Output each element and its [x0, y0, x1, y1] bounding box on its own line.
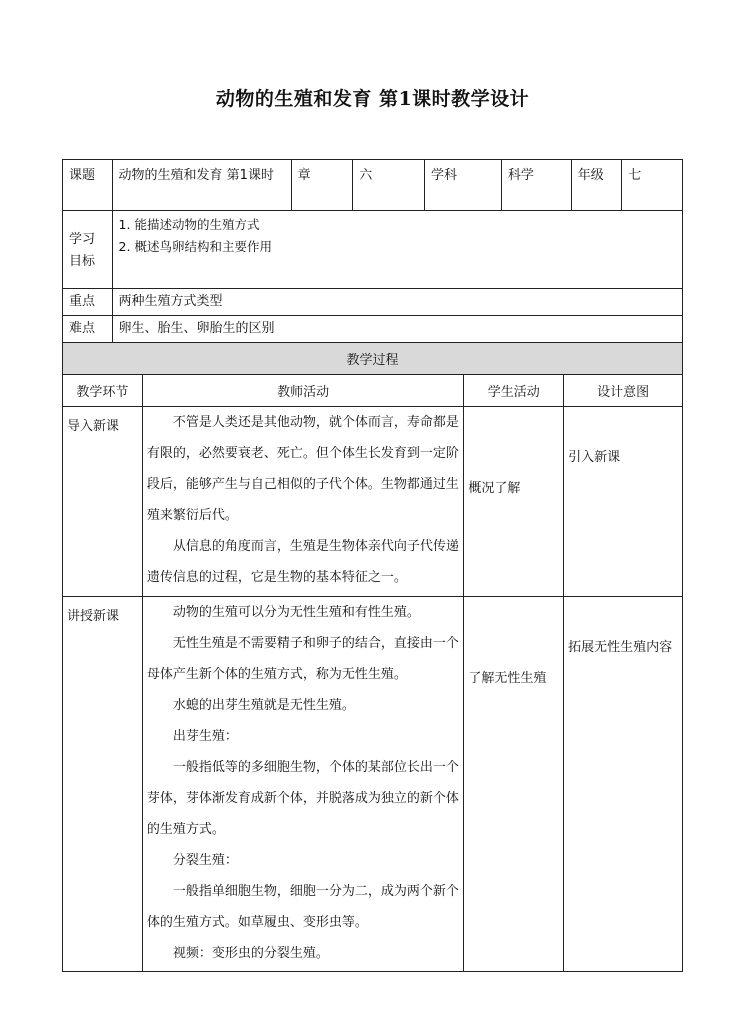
teaching-process-table [62, 342, 683, 972]
key-value: 两种生殖方式类型 [112, 289, 682, 316]
difficulty-value: 卵生、胎生、卵胎生的区别 [112, 316, 682, 343]
topic-label: 课题 [63, 160, 113, 211]
design-intent-cell: 拓展无性生殖内容 [564, 597, 683, 972]
goal-item: 2. 概述鸟卵结构和主要作用 [118, 239, 272, 254]
key-row [63, 289, 683, 316]
subject-value: 科学 [501, 160, 571, 211]
column-header-teacher: 教师活动 [142, 375, 463, 407]
teacher-activity-cell [142, 407, 463, 597]
key-label: 重点 [63, 289, 113, 316]
teacher-paragraph: 从信息的角度而言，生殖是生物体亲代向子代传递遗传信息的过程，它是生物的基本特征之一。 [146, 539, 459, 585]
topic-row [63, 160, 683, 211]
teacher-paragraph: 水螅的出芽生殖就是无性生殖。 [172, 698, 355, 713]
difficulty-label: 难点 [63, 316, 113, 343]
goals-label-line-2: 目标 [69, 254, 96, 269]
teacher-paragraph: 分裂生殖： [172, 853, 238, 868]
column-header-stage: 教学环节 [63, 375, 143, 407]
goals-row [63, 211, 683, 289]
teacher-activity-cell [142, 597, 463, 972]
process-header-row [63, 343, 683, 375]
column-header-intent: 设计意图 [564, 375, 683, 407]
student-activity-cell: 了解无性生殖 [464, 597, 564, 972]
topic-value: 动物的生殖和发育 第1课时 [112, 160, 291, 211]
page-title: 动物的生殖和发育 第1课时教学设计 [215, 88, 530, 110]
process-row-new-lesson [63, 597, 683, 972]
goals-label [63, 211, 113, 289]
teacher-paragraph: 一般指低等的多细胞生物，个体的某部位长出一个芽体，芽体渐发育成新个体，并脱落成为独立的新个体的生殖方式。 [146, 760, 459, 837]
teacher-paragraph: 视频：变形虫的分裂生殖。 [172, 946, 329, 961]
teacher-paragraph: 动物的生殖可以分为无性生殖和有性生殖。 [172, 605, 420, 620]
teacher-paragraph: 不管是人类还是其他动物，就个体而言，寿命都是有限的，必然要衰老、死亡。但个体生长发育到一定阶段后，能够产生与自己相似的子代个体。生物都通过生殖来繁衍后代。 [146, 415, 459, 523]
lesson-info-table [62, 159, 683, 343]
subject-label: 学科 [425, 160, 502, 211]
goal-item: 1. 能描述动物的生殖方式 [118, 217, 260, 232]
difficulty-row [63, 316, 683, 343]
student-activity-cell: 概况了解 [464, 407, 564, 597]
stage-cell: 导入新课 [63, 407, 143, 597]
teacher-paragraph: 一般指单细胞生物，细胞一分为二，成为两个新个体的生殖方式。如草履虫、变形虫等。 [146, 884, 459, 930]
grade-value: 七 [622, 160, 683, 211]
chapter-label: 章 [291, 160, 353, 211]
goals-label-line-1: 学习 [69, 232, 96, 247]
teacher-paragraph: 无性生殖是不需要精子和卵子的结合，直接由一个母体产生新个体的生殖方式，称为无性生殖。 [146, 636, 459, 682]
grade-label: 年级 [571, 160, 622, 211]
teacher-paragraph: 出芽生殖： [172, 729, 238, 744]
process-columns-row [63, 375, 683, 407]
goals-content [112, 211, 682, 289]
column-header-student: 学生活动 [464, 375, 564, 407]
process-row-intro [63, 407, 683, 597]
stage-cell: 讲授新课 [63, 597, 143, 972]
design-intent-cell: 引入新课 [564, 407, 683, 597]
chapter-value: 六 [353, 160, 425, 211]
process-header: 教学过程 [63, 343, 683, 375]
